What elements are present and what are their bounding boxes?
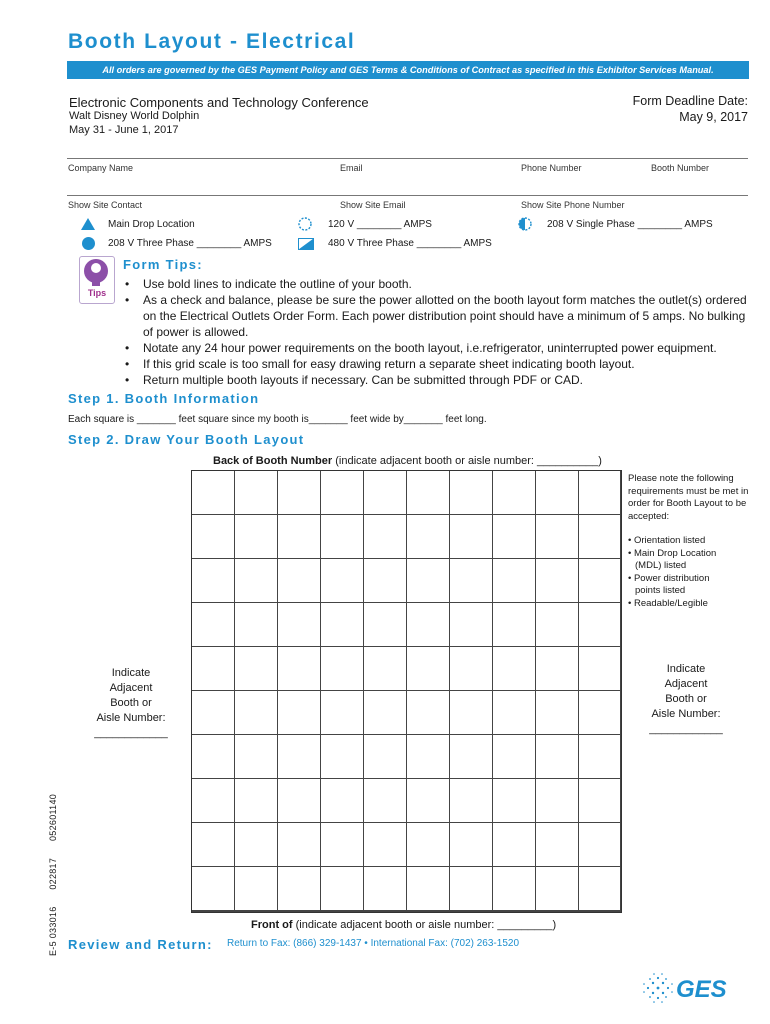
step1-text: Each square is _______ feet square since my booth is_______ feet wide by_______ feet long. [68, 414, 487, 425]
list-item: • If this grid scale is too small for easy drawing return a separate sheet indicating booth layout. [125, 356, 755, 372]
ges-logo [640, 970, 740, 1006]
requirements-intro: Please note the following requirements must be met in order for Booth Layout to be accepted: [628, 473, 749, 522]
front-of-label: Front of [251, 919, 293, 931]
form-tips-heading: Form Tips: [123, 257, 203, 272]
requirement-item: • Orientation listed [628, 535, 706, 546]
terms-banner: All orders are governed by the GES Payment Policy and GES Terms & Conditions of Contract as specified in this Exhibitor Services Manual. [67, 61, 749, 79]
flag-480v-three-icon [298, 237, 314, 249]
side-line: Adjacent [664, 678, 708, 690]
company-field-line[interactable] [67, 158, 748, 159]
form-code-vertical: E-5 033016 022817 052601140 [48, 793, 58, 956]
booth-number-label: Booth Number [651, 163, 710, 173]
filled-circle-208v-three-icon [82, 237, 95, 250]
company-name-label: Company Name [68, 163, 134, 173]
side-line: Aisle Number: [651, 708, 721, 720]
requirement-item: • Readable/Legible [628, 597, 708, 609]
step2-heading: Step 2. Draw Your Booth Layout [68, 432, 305, 447]
requirements-note [628, 473, 753, 610]
main-drop-triangle-icon [81, 218, 95, 230]
page-title: Booth Layout - Electrical [68, 30, 356, 53]
step1-heading: Step 1. Booth Information [68, 391, 260, 406]
requirement-item: • Power distribution [628, 572, 710, 584]
deadline-date: May 9, 2017 [679, 110, 748, 124]
booth-drawing-grid[interactable] [191, 470, 622, 913]
contact-field-line[interactable] [67, 195, 748, 196]
event-venue: Walt Disney World Dolphin [69, 110, 200, 122]
requirement-item: points listed [635, 585, 686, 596]
back-of-booth-line [213, 455, 602, 467]
half-circle-208v-single-icon [518, 217, 532, 231]
side-line: Booth or [665, 693, 707, 705]
back-of-booth-label: Back of Booth Number [213, 455, 333, 467]
list-item: • Use bold lines to indicate the outline of your booth. [125, 276, 755, 292]
side-line: Indicate [111, 667, 151, 679]
list-item: • As a check and balance, please be sure the power allotted on the booth layout form matches the outlet(s) ordered on the Electrical Outlets Order Form. Each power distribution point should have a minimum of 5 amps. No bulking of power is allowed. [125, 292, 755, 340]
side-line: ____________ [94, 727, 168, 739]
review-return-label: Review and Return: [68, 937, 213, 952]
event-dates: May 31 - June 1, 2017 [69, 124, 179, 136]
side-line: ____________ [649, 723, 723, 735]
front-of-booth-line [251, 919, 556, 931]
deadline-block [633, 93, 748, 125]
lightbulb-icon [84, 259, 108, 283]
tips-badge-label: Tips [87, 288, 107, 298]
legend-208v-three: 208 V Three Phase ________ AMPS [108, 238, 272, 249]
side-line: Booth or [110, 697, 152, 709]
legend-main-drop: Main Drop Location [108, 219, 195, 230]
legend-480v-three: 480 V Three Phase ________ AMPS [328, 238, 492, 249]
tips-list [125, 276, 755, 388]
list-item: • Return multiple booth layouts if necessary. Can be submitted through PDF or CAD. [125, 372, 755, 388]
legend-120v: 120 V ________ AMPS [328, 219, 432, 230]
show-site-email-label: Show Site Email [340, 200, 406, 210]
requirement-item: (MDL) listed [635, 560, 687, 571]
back-of-booth-instruction: (indicate adjacent booth or aisle number: __________) [332, 455, 602, 467]
side-line: Adjacent [109, 682, 153, 694]
right-adjacent-note [631, 662, 741, 737]
side-line: Indicate [666, 663, 706, 675]
list-item: • Notate any 24 hour power requirements on the booth layout, i.e.refrigerator, uninterrupted power equipment. [125, 340, 755, 356]
fax-numbers: Return to Fax: (866) 329-1437 • International Fax: (702) 263-1520 [227, 938, 520, 949]
tips-badge [79, 256, 115, 304]
event-name: Electronic Components and Technology Conference [69, 95, 369, 110]
email-label: Email [340, 163, 363, 173]
dotted-circle-120v-icon [298, 217, 312, 231]
requirement-item: • Main Drop Location [628, 547, 717, 559]
show-site-contact-label: Show Site Contact [68, 200, 143, 210]
front-of-instruction: (indicate adjacent booth or aisle number: _________) [292, 919, 557, 931]
phone-label: Phone Number [521, 163, 582, 173]
ges-logo-text: GES [676, 976, 727, 1003]
legend-208v-single: 208 V Single Phase ________ AMPS [547, 219, 713, 230]
side-line: Aisle Number: [96, 712, 166, 724]
show-site-phone-label: Show Site Phone Number [521, 200, 625, 210]
left-adjacent-note [76, 666, 186, 741]
deadline-label: Form Deadline Date: [632, 94, 748, 108]
